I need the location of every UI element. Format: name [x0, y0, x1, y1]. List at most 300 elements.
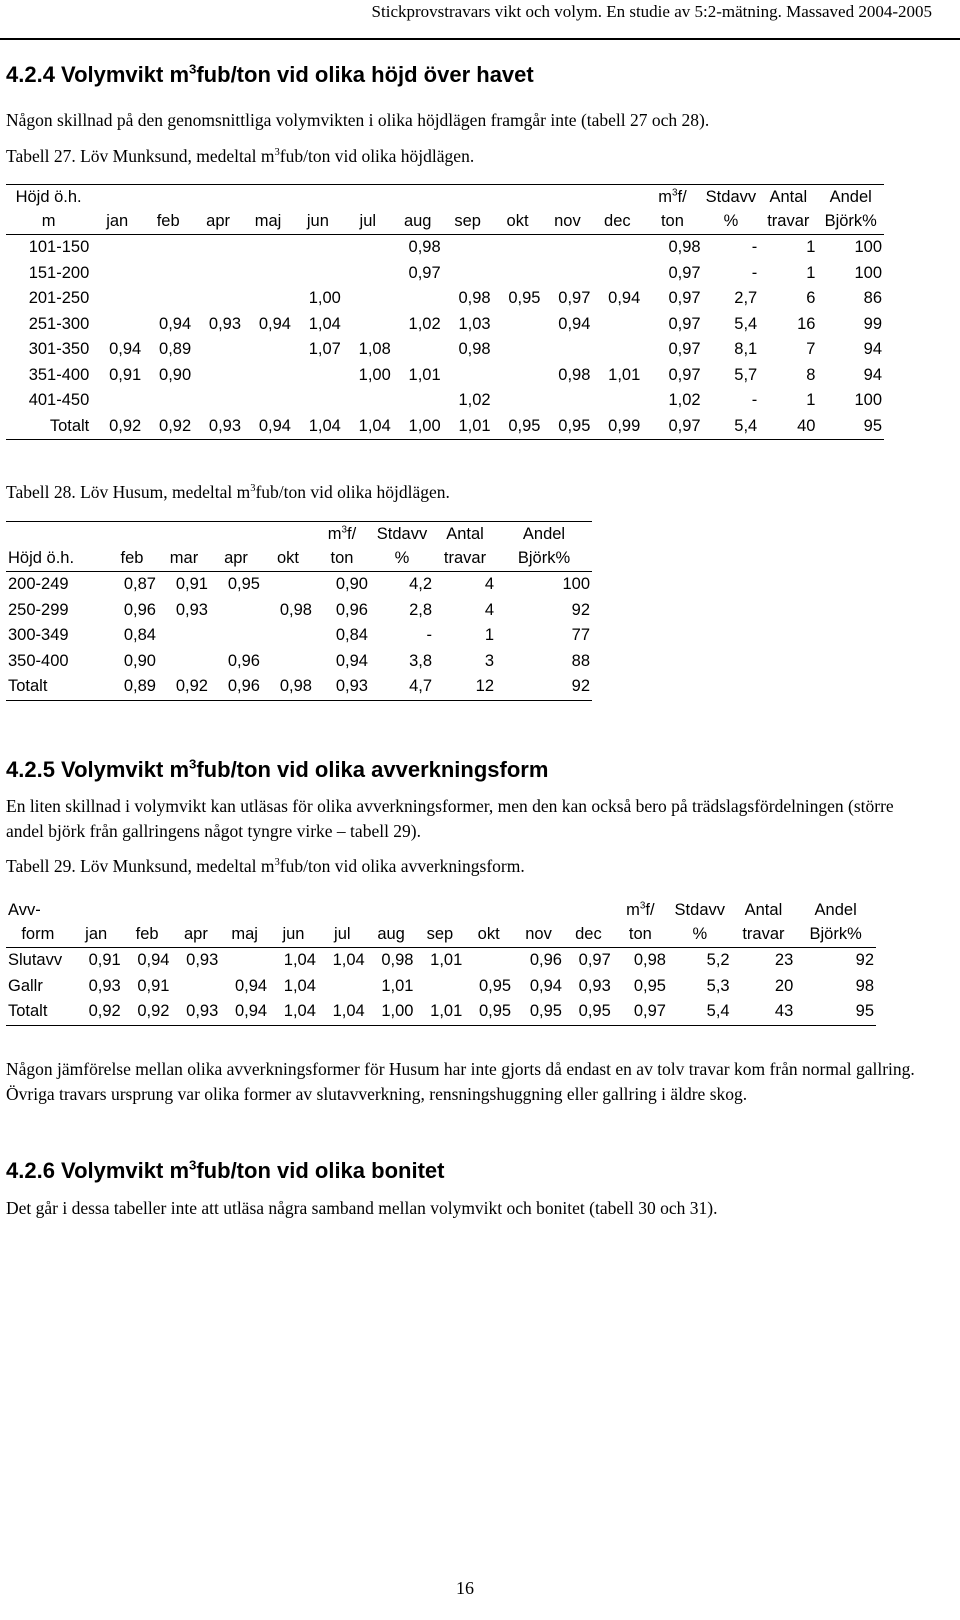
table-cell: 1: [806, 263, 816, 282]
header-cell: [70, 898, 123, 922]
table-cell: 1,00: [393, 414, 443, 440]
table-cell: 0,96: [513, 948, 564, 974]
table-cell: [293, 235, 343, 261]
header-cell: [415, 898, 464, 922]
table-cell: 0,97: [668, 340, 701, 358]
table-cell: 0,95: [633, 976, 666, 995]
header-cell: Andel: [496, 522, 592, 547]
table-cell: [143, 261, 193, 287]
table-cell: [393, 388, 443, 414]
header-cell: Stdavv: [370, 522, 434, 547]
table-cell: 8,1: [734, 340, 758, 358]
table-cell: 1,04: [269, 948, 318, 974]
header-cell: $m^3f/$: [642, 185, 702, 210]
table-row: [6, 363, 884, 389]
table-cell: -: [426, 626, 432, 644]
table-cell: 2,8: [409, 600, 432, 619]
header-cell: jun: [306, 212, 329, 230]
table-cell: 0,89: [106, 674, 158, 700]
table-cell: [493, 388, 543, 414]
table-cell: 20: [774, 976, 794, 995]
header-cell: Andel: [817, 185, 884, 210]
table-cell: [343, 235, 393, 261]
header-cell: jan: [106, 212, 129, 230]
table-cell: 0,94: [220, 999, 269, 1025]
header-cell: feb: [156, 212, 180, 230]
table-cell: 0,94: [529, 976, 562, 995]
table-cell: 0,92: [123, 999, 172, 1025]
header-cell: Stdavv: [703, 185, 760, 210]
section-heading-4-2-5: 4.2.5 Volymvikt $m^3fub$/ton vid olika avverkningsform: [6, 756, 549, 782]
row-label-cell: Totalt: [6, 999, 70, 1025]
table-cell: -: [751, 263, 758, 282]
table-cell: 0,92: [91, 414, 143, 440]
header-cell: [367, 898, 416, 922]
header-cell: [91, 185, 143, 210]
header-cell: Andel: [814, 901, 857, 919]
header-cell: Höjd ö.h.: [6, 185, 91, 210]
header-cell: okt: [506, 212, 529, 230]
table-cell: [193, 235, 243, 261]
table-cell: 1,01: [408, 365, 441, 384]
header-cell: [143, 185, 193, 210]
table-cell: 0,98: [279, 600, 312, 619]
table-cell: 0,98: [613, 948, 668, 974]
header-cell: maj: [254, 212, 282, 230]
table-cell: 95: [817, 414, 884, 440]
header-cell: apr: [224, 549, 248, 567]
table-cell: [91, 235, 143, 261]
table-cell: 4: [434, 572, 496, 598]
table-cell: 0,94: [335, 651, 368, 670]
table-cell: 1,04: [293, 414, 343, 440]
table-cell: 5,3: [706, 976, 730, 995]
table-cell: 1,01: [608, 365, 641, 384]
table-cell: 92: [571, 600, 590, 619]
header-cell: dec: [604, 212, 631, 230]
table-cell: [542, 388, 592, 414]
table-cell: [415, 974, 464, 1000]
table-cell: [343, 312, 393, 338]
table-cell: -: [751, 391, 758, 409]
header-cell: ton: [628, 925, 652, 943]
table-cell: [243, 261, 293, 287]
row-label-cell: 101-150: [6, 235, 91, 261]
table-cell: 0,95: [464, 999, 513, 1025]
header-cell: Antal: [434, 522, 496, 547]
table-cell: 0,98: [558, 365, 591, 384]
table-cell: 0,92: [158, 674, 210, 700]
table-cell: 0,89: [159, 340, 192, 358]
running-head: Stickprovstravars vikt och volym. En studie av 5:2-mätning. Massaved 2004-2005: [371, 2, 932, 21]
table-cell: 94: [863, 365, 882, 384]
row-label-cell: 301-350: [28, 340, 90, 358]
table-cell: [262, 572, 314, 598]
table-row: [6, 235, 884, 261]
row-label-cell: Slutavv: [6, 948, 70, 974]
table-cell: [393, 286, 443, 312]
table-cell: [343, 388, 393, 414]
table-cell: 0,97: [668, 314, 701, 333]
table-cell: 0,93: [314, 674, 370, 700]
header-cell: Antal: [759, 185, 817, 210]
table-cell: [542, 235, 592, 261]
header-cell: [564, 898, 613, 922]
row-label-cell: 401-450: [28, 391, 90, 409]
table-cell: 0,98: [458, 289, 491, 307]
row-label-cell: 351-400: [28, 365, 90, 384]
table-cell: [91, 261, 143, 287]
table-cell: [158, 649, 210, 675]
row-label-cell: 300-349: [8, 626, 69, 644]
table-row: [6, 286, 884, 312]
table-cell: 5,4: [668, 999, 732, 1025]
row-label-cell: Gallr: [8, 976, 43, 995]
table-cell: 0,95: [493, 414, 543, 440]
table-cell: 0,98: [642, 235, 702, 261]
header-cell: Björk%: [517, 549, 571, 567]
table-cell: 0,98: [458, 340, 491, 358]
table-cell: 1: [484, 626, 494, 644]
table-cell: [143, 235, 193, 261]
header-cell: aug: [403, 212, 432, 230]
table-cell: [91, 312, 143, 338]
table-27-caption: Tabell 27. Löv Munksund, medeltal $m^3fub$/ton vid olika höjdlägen.: [6, 146, 475, 166]
table-cell: 0,97: [408, 263, 441, 282]
table-cell: [210, 623, 262, 649]
header-cell: [318, 898, 367, 922]
table-cell: 0,96: [210, 674, 262, 700]
header-cell: m: [41, 212, 56, 230]
table-row: [6, 623, 592, 649]
table-cell: 1,01: [415, 948, 464, 974]
table-cell: 0,93: [175, 600, 208, 619]
row-label-cell: 200-249: [6, 572, 106, 598]
table-cell: [262, 649, 314, 675]
table-cell: 5,2: [668, 948, 732, 974]
table-cell: [243, 235, 293, 261]
header-rule: [0, 38, 960, 40]
header-cell: aug: [377, 925, 405, 943]
table-header-row: [6, 522, 592, 547]
header-cell: [123, 898, 172, 922]
table-cell: 0,95: [564, 999, 613, 1025]
table-cell: 5,4: [703, 414, 760, 440]
header-cell: jul: [359, 212, 377, 230]
table-cell: [293, 363, 343, 389]
table-cell: 1,00: [367, 999, 416, 1025]
section-heading-4-2-4: 4.2.4 Volymvikt $m^3fub$/ton vid olika höjd över havet: [6, 61, 534, 87]
row-label-cell: 350-400: [8, 651, 69, 670]
header-cell: form: [21, 925, 55, 943]
table-cell: [393, 337, 443, 363]
table-cell: 86: [863, 289, 882, 307]
table-header-row: [6, 898, 876, 922]
header-cell: travar: [742, 925, 785, 943]
table-27: [6, 184, 884, 440]
header-cell: ton: [330, 549, 354, 567]
header-cell: sep: [454, 212, 481, 230]
row-label-cell: 251-300: [28, 314, 90, 333]
table-cell: 1,00: [308, 289, 341, 307]
table-cell: [143, 286, 193, 312]
section-4-2-6-text: Det går i dessa tabeller inte att utläsa några samband mellan volymvikt och bonitet (tabell 30 och 31).: [6, 1198, 718, 1218]
table-cell: 0,94: [258, 314, 291, 333]
header-cell: apr: [183, 925, 208, 943]
table-cell: 1,02: [668, 391, 701, 409]
header-cell: ton: [660, 212, 684, 230]
table-cell: -: [703, 235, 760, 261]
table-cell: [343, 286, 393, 312]
table-cell: 16: [797, 314, 816, 333]
table-cell: [592, 235, 642, 261]
header-cell: [443, 185, 493, 210]
table-cell: [143, 388, 193, 414]
table-cell: [262, 623, 314, 649]
table-cell: 0,91: [70, 948, 123, 974]
header-cell: dec: [575, 925, 602, 943]
table-cell: [318, 974, 367, 1000]
table-cell: 0,93: [172, 999, 221, 1025]
table-cell: 1: [806, 391, 816, 409]
table-cell: 0,90: [159, 365, 192, 384]
row-label-cell: 151-200: [28, 263, 90, 282]
header-cell: okt: [276, 549, 299, 567]
table-cell: 1,04: [318, 948, 367, 974]
table-cell: [443, 235, 493, 261]
table-cell: 3,8: [409, 651, 432, 670]
table-cell: [443, 261, 493, 287]
table-cell: [193, 261, 243, 287]
table-cell: 0,92: [70, 999, 123, 1025]
table-cell: 0,91: [109, 365, 142, 384]
table-cell: 0,94: [109, 340, 142, 358]
table-cell: 0,97: [668, 263, 701, 282]
table-cell: 0,97: [668, 289, 701, 307]
header-cell: [513, 898, 564, 922]
header-cell: [293, 185, 343, 210]
table-cell: 92: [795, 948, 876, 974]
table-total-row: [6, 999, 876, 1025]
table-cell: [193, 337, 243, 363]
table-cell: [193, 363, 243, 389]
table-cell: 0,92: [143, 414, 193, 440]
table-cell: 0,96: [227, 651, 260, 670]
table-row: [6, 312, 884, 338]
table-cell: 0,97: [558, 289, 591, 307]
table-cell: 0,95: [542, 414, 592, 440]
table-row: [6, 388, 884, 414]
table-29: [6, 898, 876, 1026]
header-cell: [193, 185, 243, 210]
table-cell: 0,94: [234, 976, 268, 995]
header-cell: Stdavv: [674, 901, 725, 919]
table-cell: 0,91: [137, 976, 170, 995]
table-cell: 1,04: [318, 999, 367, 1025]
header-cell: Avv-: [8, 901, 41, 919]
header-cell: [220, 898, 269, 922]
table-cell: 0,98: [367, 948, 416, 974]
table-cell: 0,98: [262, 674, 314, 700]
table-cell: 0,84: [335, 626, 368, 644]
table-cell: 0,94: [243, 414, 293, 440]
table-cell: [243, 337, 293, 363]
header-cell: $m^3f/$: [626, 900, 655, 919]
table-cell: [210, 598, 262, 624]
header-cell: [262, 522, 314, 547]
table-cell: 1,07: [308, 340, 341, 358]
header-cell: nov: [554, 212, 581, 230]
section-heading-4-2-6: 4.2.6 Volymvikt $m^3fub$/ton vid olika bonitet: [6, 1157, 445, 1183]
table-cell: [293, 261, 343, 287]
table-cell: 5,7: [734, 365, 758, 384]
table-row: [6, 337, 884, 363]
table-header-row: [6, 922, 876, 948]
section-4-2-5-text: En liten skillnad i volymvikt kan utläsas för olika avverkningsformer, men den kan också bero på trädslagsfördelningen (större andel björk från gallringens något tyngre virke – tabell 29).: [6, 796, 894, 841]
table-cell: [464, 948, 513, 974]
header-cell: [343, 185, 393, 210]
table-cell: 0,93: [88, 976, 121, 995]
header-cell: [106, 522, 158, 547]
table-cell: 0,97: [668, 365, 701, 384]
table-cell: [493, 337, 543, 363]
table-cell: [493, 312, 543, 338]
table-cell: [493, 261, 543, 287]
table-28: [6, 521, 592, 701]
table-header-row: [6, 209, 884, 235]
table-total-row: [6, 414, 884, 440]
table-cell: [592, 312, 642, 338]
header-cell: feb: [120, 549, 144, 567]
table-cell: [542, 337, 592, 363]
table-29-caption: Tabell 29. Löv Munksund, medeltal $m^3fub$/ton vid olika avverkningsform.: [6, 856, 525, 876]
header-cell: %: [692, 925, 708, 943]
header-cell: jul: [334, 925, 351, 943]
row-label-cell: Totalt: [6, 674, 106, 700]
page-number: 16: [456, 1578, 474, 1598]
table-cell: 1,01: [443, 414, 493, 440]
table-cell: 0,91: [158, 572, 210, 598]
table-cell: 6: [806, 289, 816, 307]
header-cell: [6, 522, 106, 547]
table-cell: 1,02: [458, 391, 491, 409]
table-cell: 1,04: [283, 976, 316, 995]
table-cell: 98: [855, 976, 874, 995]
header-cell: %: [723, 212, 739, 230]
header-cell: [592, 185, 642, 210]
table-cell: [243, 363, 293, 389]
table-row: [6, 261, 884, 287]
table-cell: 3: [484, 651, 494, 670]
table-cell: 1,04: [269, 999, 318, 1025]
table-cell: 0,95: [508, 289, 541, 307]
table-cell: 0,95: [478, 976, 512, 995]
table-row: [6, 572, 592, 598]
table-cell: [293, 388, 343, 414]
table-cell: 0,90: [123, 651, 156, 670]
table-cell: [443, 363, 493, 389]
header-cell: maj: [231, 925, 258, 943]
row-label-cell: 250-299: [8, 600, 69, 619]
table-cell: [243, 286, 293, 312]
table-cell: 0,98: [393, 235, 443, 261]
table-header-row: [6, 185, 884, 210]
header-cell: mar: [169, 549, 199, 567]
table-cell: 0,90: [314, 572, 370, 598]
paragraph-after-table-29: Någon jämförelse mellan olika avverkningsformer för Husum har inte gjorts då endast en av tolv travar kom från normal gallring. Övriga travars ursprung var olika former av slutavverkning, rensningshuggning eller gallring i äldre skog.: [6, 1059, 915, 1104]
table-cell: [220, 948, 269, 974]
table-cell: 43: [732, 999, 796, 1025]
header-cell: [158, 522, 210, 547]
table-cell: 0,94: [558, 314, 591, 333]
table-row: [6, 948, 876, 974]
table-cell: 0,94: [608, 289, 641, 307]
table-cell: 7: [806, 340, 816, 358]
table-cell: 100: [817, 235, 884, 261]
table-cell: 88: [571, 651, 590, 670]
table-cell: 1,00: [358, 365, 391, 384]
table-cell: [193, 388, 243, 414]
table-cell: 23: [732, 948, 796, 974]
header-cell: Björk%: [824, 212, 877, 230]
header-cell: sep: [426, 925, 454, 943]
table-cell: 4,7: [370, 674, 434, 700]
table-cell: 0,99: [592, 414, 642, 440]
header-cell: [243, 185, 293, 210]
table-cell: 0,95: [513, 999, 564, 1025]
header-cell: [172, 898, 221, 922]
table-cell: [158, 623, 210, 649]
header-cell: Höjd ö.h.: [8, 549, 75, 567]
table-cell: 4: [484, 600, 494, 619]
section-4-2-4-text: Någon skillnad på den genomsnittliga volymvikten i olika höjdlägen framgår inte (tabell 27 och 28).: [6, 110, 710, 130]
table-cell: [592, 337, 642, 363]
row-label-cell: 201-250: [28, 289, 90, 307]
table-cell: 12: [434, 674, 496, 700]
table-cell: [172, 974, 221, 1000]
table-cell: 1,01: [415, 999, 464, 1025]
header-cell: %: [394, 549, 410, 567]
table-cell: 1,04: [343, 414, 393, 440]
table-28-caption: Tabell 28. Löv Husum, medeltal $m^3fub$/ton vid olika höjdlägen.: [6, 482, 450, 502]
table-cell: 8: [806, 365, 816, 384]
table-cell: [493, 363, 543, 389]
table-cell: 0,93: [193, 414, 243, 440]
header-cell: travar: [767, 212, 810, 230]
table-cell: 1,08: [358, 340, 391, 358]
table-cell: 4,2: [370, 572, 434, 598]
table-cell: 94: [863, 340, 882, 358]
table-cell: 5,4: [734, 314, 758, 333]
table-cell: 0,97: [564, 948, 613, 974]
table-row: [6, 649, 592, 675]
table-cell: [343, 261, 393, 287]
table-cell: 0,97: [642, 414, 702, 440]
table-cell: 0,94: [123, 948, 172, 974]
header-cell: jun: [282, 925, 305, 943]
header-cell: [542, 185, 592, 210]
table-cell: 92: [496, 674, 592, 700]
table-row: [6, 598, 592, 624]
header-cell: [210, 522, 262, 547]
table-cell: 1: [759, 235, 817, 261]
table-cell: [592, 388, 642, 414]
header-cell: Björk%: [809, 925, 862, 943]
table-cell: [91, 286, 143, 312]
table-cell: 0,97: [613, 999, 668, 1025]
table-cell: 0,93: [208, 314, 242, 333]
table-cell: 0,96: [123, 600, 156, 619]
